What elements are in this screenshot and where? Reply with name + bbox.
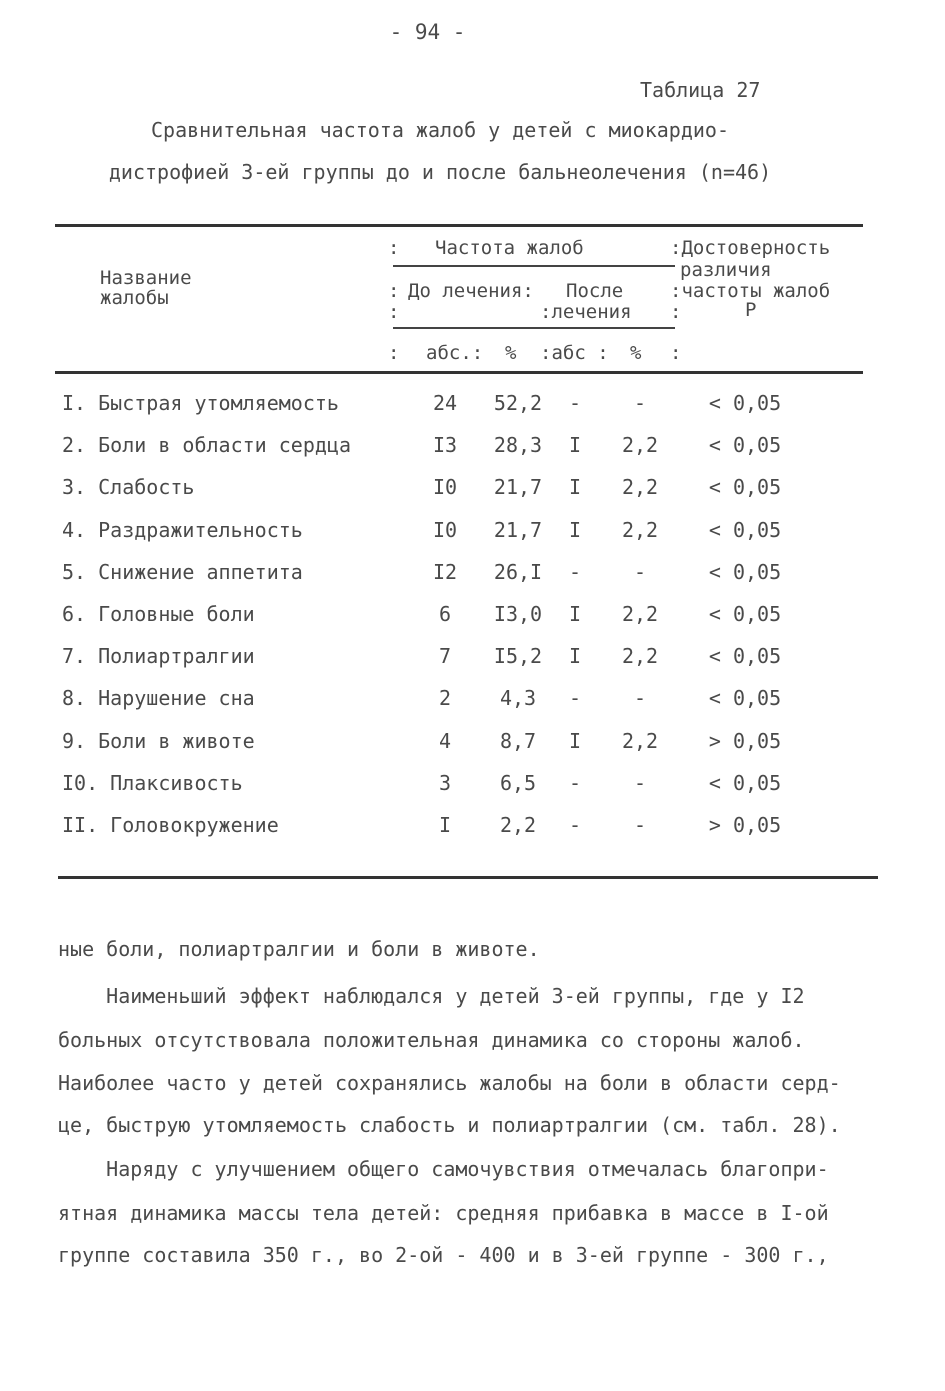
after-abs: - bbox=[568, 770, 582, 795]
before-abs: 6 bbox=[438, 602, 452, 626]
p-value: > 0,05 bbox=[708, 728, 782, 753]
p-value: < 0,05 bbox=[708, 602, 782, 626]
header-sep: : bbox=[388, 342, 400, 364]
after-pct: 2,2 bbox=[621, 602, 659, 626]
before-pct: 2,2 bbox=[499, 813, 537, 837]
header-bottom-rule bbox=[55, 371, 863, 374]
before-pct: 26,I bbox=[493, 559, 543, 584]
before-pct: I3,0 bbox=[493, 602, 543, 626]
after-abs: - bbox=[568, 559, 582, 584]
complaint-name: I. Быстрая утомляемость bbox=[62, 391, 339, 415]
body-text-line: Наименьший эффект наблюдался у детей 3-ей группы, где у I2 bbox=[58, 984, 805, 1008]
header-abs: абс.: bbox=[426, 342, 484, 364]
after-pct: - bbox=[633, 770, 647, 795]
complaint-name: 6. Головные боли bbox=[62, 602, 255, 626]
body-text-line: це, быструю утомляемость слабость и полиартралгии (см. табл. 28). bbox=[58, 1113, 841, 1137]
complaint-name: 4. Раздражительность bbox=[62, 517, 303, 542]
header-complaint-name: Название bbox=[100, 267, 192, 289]
complaint-name: 7. Полиартралгии bbox=[62, 644, 255, 669]
p-value: > 0,05 bbox=[708, 813, 782, 837]
complaint-name: 8. Нарушение сна bbox=[62, 686, 255, 711]
after-abs: I bbox=[568, 602, 582, 626]
table-caption-line-2: дистрофией 3-ей группы до и после бальнеолечения (n=46) bbox=[108, 160, 772, 184]
p-value: < 0,05 bbox=[708, 770, 782, 795]
before-abs: I3 bbox=[432, 433, 458, 458]
after-abs: I bbox=[568, 728, 582, 753]
before-abs: I0 bbox=[432, 475, 458, 500]
header-pct: % bbox=[505, 342, 517, 364]
after-pct: - bbox=[633, 391, 647, 415]
p-value: < 0,05 bbox=[708, 686, 782, 711]
header-after-treatment-1: После bbox=[566, 280, 624, 302]
header-reliability-3: :частоты жалоб bbox=[670, 280, 831, 302]
after-abs: - bbox=[568, 391, 582, 415]
body-text-line: ятная динамика массы тела детей: средняя прибавка в массе в I-ой bbox=[58, 1201, 829, 1225]
before-pct: 28,3 bbox=[493, 433, 543, 458]
header-sep: : bbox=[388, 237, 400, 259]
before-abs: 3 bbox=[438, 770, 452, 795]
before-pct: 8,7 bbox=[499, 728, 537, 753]
before-abs: 2 bbox=[438, 686, 452, 711]
header-freq-rule bbox=[393, 265, 675, 267]
before-pct: 6,5 bbox=[499, 770, 537, 795]
header-sep: : bbox=[388, 301, 400, 323]
after-abs: - bbox=[568, 686, 582, 711]
body-text-line: Наиболее часто у детей сохранялись жалобы на боли в области серд- bbox=[58, 1071, 841, 1095]
table-bottom-rule bbox=[58, 876, 878, 879]
header-sep: : bbox=[388, 280, 400, 302]
before-pct: 52,2 bbox=[493, 391, 543, 415]
before-pct: I5,2 bbox=[493, 644, 543, 669]
header-reliability-1: :Достоверность bbox=[670, 237, 831, 259]
complaint-name: 9. Боли в животе bbox=[62, 728, 255, 753]
table-top-rule bbox=[55, 224, 863, 227]
after-pct: 2,2 bbox=[621, 728, 659, 753]
before-pct: 21,7 bbox=[493, 475, 543, 500]
header-subcol-rule bbox=[393, 327, 675, 329]
before-pct: 4,3 bbox=[499, 686, 537, 711]
after-pct: 2,2 bbox=[621, 475, 659, 500]
table-caption-line-1: Сравнительная частота жалоб у детей с миокардио- bbox=[151, 118, 729, 142]
body-text-line: ные боли, полиартралгии и боли в животе. bbox=[58, 937, 540, 961]
p-value: < 0,05 bbox=[708, 559, 782, 584]
body-text-line: Наряду с улучшением общего самочувствия отмечалась благопри- bbox=[58, 1157, 829, 1181]
before-abs: I2 bbox=[432, 559, 458, 584]
header-after-treatment-2: :лечения bbox=[540, 301, 632, 323]
body-text-line: группе составила 350 г., во 2-ой - 400 и в 3-ей группе - 300 г., bbox=[58, 1243, 829, 1267]
before-pct: 21,7 bbox=[493, 517, 543, 542]
header-before-treatment: До лечения: bbox=[408, 280, 534, 302]
p-value: < 0,05 bbox=[708, 391, 782, 415]
after-pct: - bbox=[633, 813, 647, 837]
after-abs: I bbox=[568, 475, 582, 500]
after-abs: I bbox=[568, 644, 582, 669]
header-sep: : bbox=[670, 342, 682, 364]
after-pct: 2,2 bbox=[621, 433, 659, 458]
header-pct-2: % bbox=[630, 342, 642, 364]
p-value: < 0,05 bbox=[708, 517, 782, 542]
p-value: < 0,05 bbox=[708, 644, 782, 669]
before-abs: 4 bbox=[438, 728, 452, 753]
before-abs: 7 bbox=[438, 644, 452, 669]
after-abs: I bbox=[568, 517, 582, 542]
complaint-name: I0. Плаксивость bbox=[62, 770, 243, 795]
header-frequency: Частота жалоб bbox=[435, 237, 584, 259]
p-value: < 0,05 bbox=[708, 475, 782, 500]
header-sep: : bbox=[670, 301, 682, 323]
after-pct: - bbox=[633, 559, 647, 584]
table-label: Таблица 27 bbox=[640, 78, 761, 102]
after-abs: I bbox=[568, 433, 582, 458]
body-text-line: больных отсутствовала положительная динамика со стороны жалоб. bbox=[58, 1028, 805, 1052]
header-complaint-name-2: жалобы bbox=[100, 287, 169, 309]
complaint-name: II. Головокружение bbox=[62, 813, 279, 837]
header-abs-2: :абс : bbox=[540, 342, 609, 364]
header-reliability-2: различия bbox=[680, 259, 772, 281]
before-abs: I bbox=[438, 813, 452, 837]
before-abs: 24 bbox=[432, 391, 458, 415]
header-reliability-p: P bbox=[745, 299, 757, 321]
complaint-name: 5. Снижение аппетита bbox=[62, 559, 303, 584]
complaint-name: 3. Слабость bbox=[62, 475, 195, 500]
after-pct: - bbox=[633, 686, 647, 711]
p-value: < 0,05 bbox=[708, 433, 782, 458]
after-abs: - bbox=[568, 813, 582, 837]
after-pct: 2,2 bbox=[621, 517, 659, 542]
page-number: - 94 - bbox=[389, 20, 466, 44]
complaint-name: 2. Боли в области сердца bbox=[62, 433, 351, 458]
before-abs: I0 bbox=[432, 517, 458, 542]
after-pct: 2,2 bbox=[621, 644, 659, 669]
